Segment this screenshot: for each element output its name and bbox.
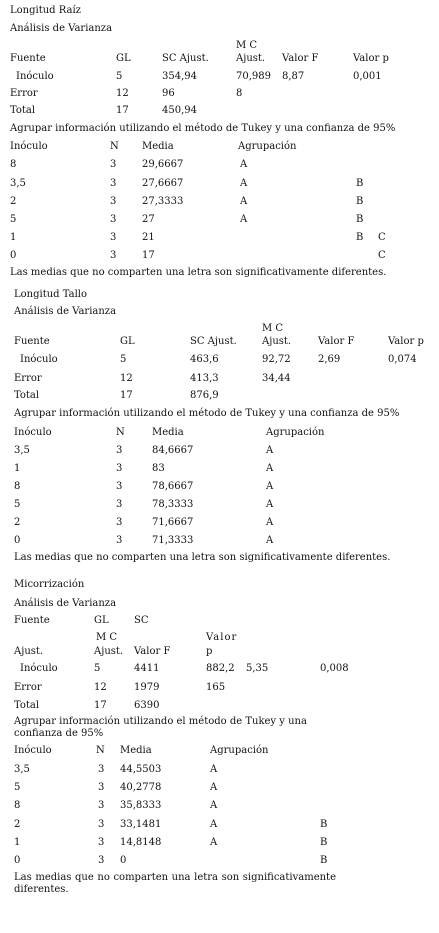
mico-anova-header-gl: GL [94, 615, 109, 626]
table-cell: A [210, 819, 218, 830]
table-cell: 2,69 [318, 354, 341, 365]
table-cell: 0,008 [320, 663, 349, 674]
table-cell: 3 [110, 250, 117, 261]
table-cell: 3 [98, 764, 105, 775]
table-cell: A [210, 782, 218, 793]
raiz-tukey-header-agrupacion: Agrupación [238, 141, 297, 152]
table-cell: A [210, 837, 218, 848]
table-cell: C [378, 250, 386, 261]
table-cell: B [356, 214, 364, 225]
raiz-anova-header-f: Valor F [282, 53, 319, 64]
raiz-anova-header-mc: Ajust. [236, 53, 266, 64]
table-cell: 12 [116, 88, 129, 99]
tallo-anova-header-fuente: Fuente [14, 336, 50, 347]
tallo-title: Longitud Tallo [14, 289, 88, 300]
table-cell: B [356, 178, 364, 189]
table-cell: 3 [116, 535, 123, 546]
tallo-anova-header-mc: Ajust. [262, 336, 292, 347]
raiz-tukey-header-media: Media [142, 141, 174, 152]
tallo-tukey-header-agrupacion: Agrupación [266, 427, 325, 438]
raiz-anova-header-p: Valor p [353, 53, 389, 64]
table-cell: 5 [120, 354, 127, 365]
mico-anova-header-p-bottom: p [206, 646, 213, 657]
table-cell: 33,1481 [120, 819, 162, 830]
table-cell: 71,6667 [152, 517, 194, 528]
table-cell: 463,6 [190, 354, 219, 365]
table-cell: 1979 [134, 682, 160, 693]
table-cell: Total [10, 105, 36, 116]
table-cell: 450,94 [162, 105, 197, 116]
table-cell: 21 [142, 232, 155, 243]
table-cell: 70,989 [236, 71, 271, 82]
table-cell: 2 [14, 517, 21, 528]
table-cell: 5 [14, 782, 21, 793]
raiz-tukey-title: Agrupar información utilizando el método de Tukey y una confianza de 95% [10, 123, 396, 134]
tallo-anova-header-p: Valor p [388, 336, 424, 347]
mico-tukey-header-media: Media [120, 745, 152, 756]
table-cell: A [266, 463, 274, 474]
raiz-anova-header-gl: GL [116, 53, 131, 64]
mico-anova-header-ajust: Ajust. [14, 646, 44, 657]
table-cell: 0 [14, 535, 21, 546]
table-cell: 3 [110, 196, 117, 207]
tallo-anova-header-f: Valor F [318, 336, 355, 347]
mico-anova-header-f: Valor F [134, 646, 171, 657]
table-cell: 35,8333 [120, 800, 162, 811]
table-cell: 27,6667 [142, 178, 184, 189]
raiz-note: Las medias que no comparten una letra son significativamente diferentes. [10, 267, 387, 278]
mico-tukey-header-agrupacion: Agrupación [210, 745, 269, 756]
table-cell: 3 [98, 855, 105, 866]
table-cell: 3 [116, 517, 123, 528]
tallo-anova-header-sc: SC Ajust. [190, 336, 237, 347]
raiz-anova-header-sc: SC Ajust. [162, 53, 209, 64]
table-cell: A [266, 481, 274, 492]
table-cell: 3 [98, 837, 105, 848]
table-cell: 17 [142, 250, 155, 261]
table-cell: 1 [14, 837, 21, 848]
table-cell: 0 [120, 855, 127, 866]
table-cell: 8 [10, 159, 17, 170]
table-cell: 0 [10, 250, 17, 261]
table-cell: 2 [10, 196, 17, 207]
table-cell: 6390 [134, 700, 160, 711]
mico-anova-header-sc: SC [134, 615, 149, 626]
mico-anova-header-p-top: Valor [206, 632, 238, 643]
tallo-note: Las medias que no comparten una letra son significativamente diferentes. [14, 552, 391, 563]
table-cell: 40,2778 [120, 782, 162, 793]
table-cell: A [266, 535, 274, 546]
tallo-tukey-title: Agrupar información utilizando el método de Tukey y una confianza de 95% [14, 408, 400, 419]
tallo-tukey-header-n: N [116, 427, 125, 438]
mico-title: Micorrización [14, 579, 85, 590]
table-cell: A [266, 445, 274, 456]
mico-anova-header-mc-top: M C [96, 632, 118, 643]
table-cell: 0 [14, 855, 21, 866]
table-cell: 3 [116, 445, 123, 456]
table-cell: 3,5 [14, 764, 30, 775]
table-cell: 8 [14, 800, 21, 811]
table-cell: 29,6667 [142, 159, 184, 170]
table-cell: 3 [116, 481, 123, 492]
table-cell: 8 [236, 88, 243, 99]
table-cell: 1 [10, 232, 17, 243]
table-cell: 27,3333 [142, 196, 184, 207]
table-cell: 3 [110, 232, 117, 243]
table-cell: 354,94 [162, 71, 197, 82]
table-cell: A [240, 214, 248, 225]
table-cell: 0,074 [388, 354, 417, 365]
table-cell: 14,8148 [120, 837, 162, 848]
table-cell: Error [14, 373, 42, 384]
table-cell: 882,2 [206, 663, 235, 674]
table-cell: 3 [116, 463, 123, 474]
table-cell: 71,3333 [152, 535, 194, 546]
table-cell: 5 [116, 71, 123, 82]
table-cell: 3 [98, 800, 105, 811]
tallo-tukey-header-inoculo: Inóculo [14, 427, 52, 438]
raiz-tukey-header-inoculo: Inóculo [10, 141, 48, 152]
table-cell: A [210, 800, 218, 811]
table-cell: 8,87 [282, 71, 305, 82]
table-cell: Error [10, 88, 38, 99]
table-cell: A [240, 159, 248, 170]
table-cell: 4411 [134, 663, 160, 674]
table-cell: 84,6667 [152, 445, 194, 456]
table-cell: 3 [116, 499, 123, 510]
table-cell: 3 [98, 819, 105, 830]
table-cell: 3,5 [14, 445, 30, 456]
table-cell: 83 [152, 463, 165, 474]
table-cell: B [320, 819, 328, 830]
table-cell: 34,44 [262, 373, 291, 384]
table-cell: 165 [206, 682, 226, 693]
raiz-anova-header-mc-top: M C [236, 40, 258, 51]
table-cell: 876,9 [190, 390, 219, 401]
table-cell: 17 [116, 105, 129, 116]
table-cell: A [240, 178, 248, 189]
mico-note: Las medias que no comparten una letra son significativamente diferentes. [14, 872, 336, 895]
table-cell: Inóculo [20, 354, 58, 365]
table-cell: 44,5503 [120, 764, 162, 775]
table-cell: 3 [98, 782, 105, 793]
table-cell: 3,5 [10, 178, 26, 189]
table-cell: 5 [14, 499, 21, 510]
table-cell: 78,3333 [152, 499, 194, 510]
table-cell: Inóculo [20, 663, 58, 674]
tallo-anova-title: Análisis de Varianza [14, 306, 117, 317]
table-cell: Total [14, 700, 40, 711]
table-cell: 8 [14, 481, 21, 492]
mico-anova-header-mc: Ajust. [94, 646, 124, 657]
table-cell: C [378, 232, 386, 243]
mico-tukey-header-n: N [96, 745, 105, 756]
table-cell: A [240, 196, 248, 207]
table-cell: 1 [14, 463, 21, 474]
table-cell: B [320, 855, 328, 866]
table-cell: 17 [120, 390, 133, 401]
tallo-tukey-header-media: Media [152, 427, 184, 438]
table-cell: 96 [162, 88, 175, 99]
table-cell: A [266, 517, 274, 528]
table-cell: 27 [142, 214, 155, 225]
table-cell: 2 [14, 819, 21, 830]
mico-anova-title: Análisis de Varianza [14, 598, 117, 609]
table-cell: B [356, 232, 364, 243]
table-cell: 5 [94, 663, 101, 674]
table-cell: Total [14, 390, 40, 401]
table-cell: 12 [94, 682, 107, 693]
table-cell: A [266, 499, 274, 510]
table-cell: Error [14, 682, 42, 693]
table-cell: 413,3 [190, 373, 219, 384]
table-cell: 5,35 [246, 663, 269, 674]
table-cell: B [320, 837, 328, 848]
table-cell: A [210, 764, 218, 775]
mico-anova-header-fuente: Fuente [14, 615, 50, 626]
table-cell: B [356, 196, 364, 207]
table-cell: 5 [10, 214, 17, 225]
table-cell: 78,6667 [152, 481, 194, 492]
raiz-tukey-header-n: N [110, 141, 119, 152]
mico-tukey-header-inoculo: Inóculo [14, 745, 52, 756]
raiz-title: Longitud Raíz [10, 5, 81, 16]
raiz-anova-title: Análisis de Varianza [10, 23, 113, 34]
table-cell: 0,001 [353, 71, 382, 82]
table-cell: 12 [120, 373, 133, 384]
mico-tukey-title: Agrupar información utilizando el método de Tukey y una confianza de 95% [14, 716, 307, 739]
tallo-anova-header-gl: GL [120, 336, 135, 347]
table-cell: 92,72 [262, 354, 291, 365]
table-cell: 3 [110, 178, 117, 189]
raiz-anova-header-fuente: Fuente [10, 53, 46, 64]
table-cell: 3 [110, 214, 117, 225]
table-cell: 17 [94, 700, 107, 711]
table-cell: 3 [110, 159, 117, 170]
tallo-anova-header-mc-top: M C [262, 323, 284, 334]
table-cell: Inóculo [16, 71, 54, 82]
